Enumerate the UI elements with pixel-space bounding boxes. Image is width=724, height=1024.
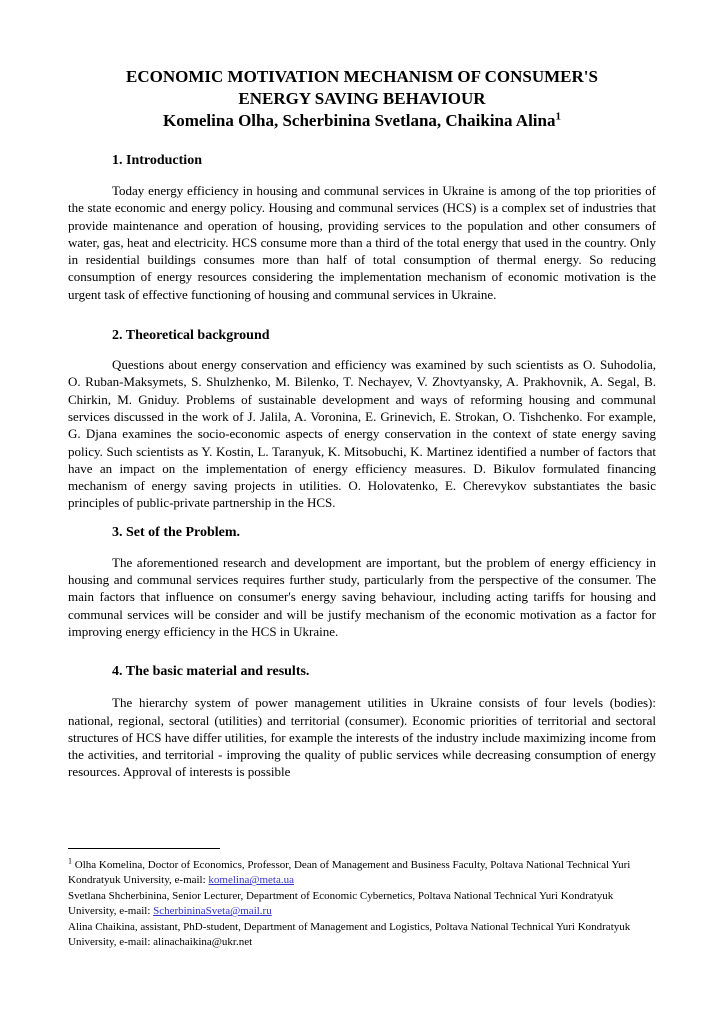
footnote-marker: 1	[68, 856, 72, 866]
section-heading-introduction: 1. Introduction	[112, 153, 202, 168]
paper-title-line1: ECONOMIC MOTIVATION MECHANISM OF CONSUMER'S	[126, 67, 598, 86]
section-paragraph-set-of-problem: The aforementioned research and development are important, but the problem of energy efficiency in housing and communal services requires further study, particularly from the perspective of the consumer. The main factors that influence on consumer's energy saving behaviour, including acting tariffs for housing and communal services will be consider and will be justify mechanism of the economic motivation as a factor for improving energy efficiency in the HCS in Ukraine.	[68, 554, 656, 639]
section-heading-basic-material: 4. The basic material and results.	[112, 664, 310, 680]
footnote-author-2-text: Svetlana Shcherbinina, Senior Lecturer, Department of Economic Cybernetics, Poltava National Technical Yuri Kondratyuk University, e-mail:	[68, 889, 614, 918]
footnote-author-1-text: Olha Komelina, Doctor of Economics, Professor, Dean of Management and Business Faculty, Poltava National Technical Yuri Kondratyuk University, e-mail:	[68, 859, 631, 887]
footnote-text	[68, 858, 656, 950]
section-heading-set-of-problem: 3. Set of the Problem.	[112, 524, 241, 540]
paper-authors	[68, 110, 656, 132]
section-paragraph-introduction: Today energy efficiency in housing and communal services in Ukraine is among of the top priorities of the state economic and energy policy. Housing and communal services (HCS) is a complex set of industries that provide maintenance and operation of housing, providing services to the population and other consumers of water, gas, heat and electricity. HCS consume more than a third of the total energy that used in the country. Only in residential buildings consumes more than half of total consumption of thermal energy. So reducing consumption of energy resources considering the implementation mechanism of economic motivation is the urgent task of effective functioning of housing and communal services in Ukraine.	[68, 183, 656, 302]
paper-title-block	[68, 66, 656, 132]
authors-footnote-ref: 1	[555, 110, 561, 123]
paper-title-line2: ENERGY SAVING BEHAVIOUR	[238, 89, 486, 108]
section-paragraph-basic-material: The hierarchy system of power management utilities in Ukraine consists of four levels (bodies): national, regional, sectoral (utilities) and territorial (consumer). Economic priorities of territorial and sectoral structures of HCS have differ utilities, for example the interests of the industry include maximizing income from the activities, and territorial - improving the quality of public services while decreasing consumption of energy resources. Approval of interests is possible	[68, 695, 656, 780]
footnote-separator	[68, 848, 220, 849]
section-heading-theoretical-background: 2. Theoretical background	[112, 328, 270, 344]
authors-names: Komelina Olha, Scherbinina Svetlana, Chaikina Alina	[162, 111, 556, 130]
section-paragraph-theoretical-background: Questions about energy conservation and efficiency was examined by such scientists as O. Suhodolia, O. Ruban-Maksymets, S. Shulzhenko, M. Bilenko, T. Nechayev, V. Zhovtyansky, A. Prakhovnik, A. Segal, B. Chirkin, M. Gniduy. Problems of sustainable development and ways of reforming housing and communal services discussed in the work of J. Jalila, A. Voronina, E. Grinevich, E. Strokan, O. Tishchenko. For example, G. Djana examines the socio-economic aspects of energy conservation in the context of state energy saving policy. Such scientists as Y. Kostin, L. Taranyuk, K. Mitsobuchi, K. Martinez identified a number of factors that have an impact on the implementation of energy efficiency measures. D. Bikulov formulated financing mechanism of energy saving projects in utilities. O. Holovatenko, E. Cherevykov substantiates the basic principles of public-private partnership in the HCS.	[68, 357, 656, 511]
footnote-author-3-text: Alina Chaikina, assistant, PhD-student, Department of Management and Logistics, Poltava National Technical Yuri Kondratyuk University, e-mail: alinachaikina@ukr.net	[68, 920, 631, 949]
email-link-komelina[interactable]: komelina@meta.ua	[208, 874, 294, 887]
email-link-scherbinina[interactable]: ScherbininaSveta@mail.ru	[153, 905, 272, 918]
footnote-area	[68, 848, 656, 950]
